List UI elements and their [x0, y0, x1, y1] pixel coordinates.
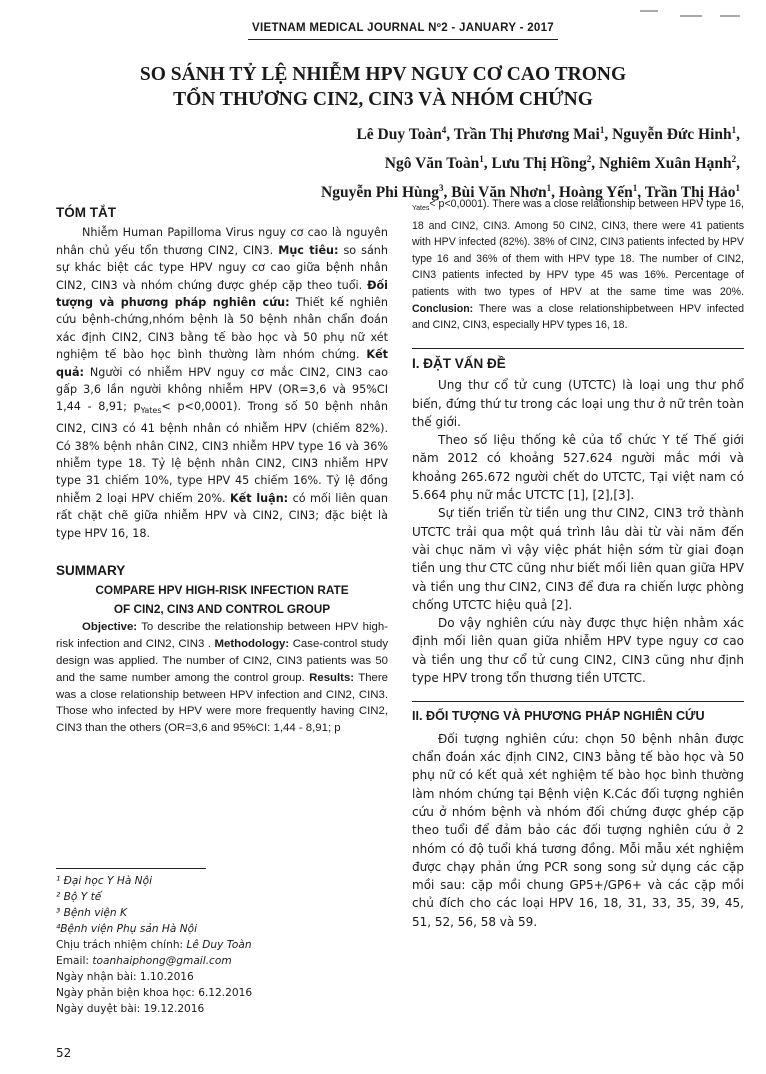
- footnote-reviewed-date: Ngày phản biện khoa học: 6.12.2016: [56, 987, 253, 999]
- summary-results-a: There was a close relationship between HPV infection and CIN2, CIN3. Those who infected by HPV were more frequently having CIN2, CIN3 than the others (OR=3,6 and 95%CI: 1,44 - 8,91; p: [56, 671, 388, 735]
- abstract-vi-objective: so sánh sự khác biệt các type HPV nguy cơ cao giữa bệnh nhân CIN2, CIN3 và nhóm chứng được ghép cặp theo tuổi.: [56, 243, 388, 292]
- author-affiliation: 1: [632, 183, 638, 194]
- header-rule: [248, 39, 558, 40]
- author-name: Nghiêm Xuân Hạnh: [598, 155, 732, 173]
- author-line-3: Nguyễn Phi Hùng$^3$, Bùi Văn Nhơn$^1$, Hoàng Yến$^1$, Trần Thị Hảo$^1$: [321, 183, 740, 202]
- author-affiliation: 2: [731, 154, 737, 165]
- author-name: Trần Thị Hảo: [644, 184, 736, 202]
- footnote-email: Email: toanhaiphong@gmail.com: [56, 955, 232, 967]
- abstract-vi-intro: Nhiễm Human Papilloma Virus nguy cơ cao là nguyên nhân chủ yếu tổn thương CIN2, CIN3.: [56, 226, 388, 257]
- author-affiliation: 4: [441, 125, 447, 135]
- author-affiliation: 3: [439, 183, 444, 194]
- abstract-vi-body: [56, 224, 388, 542]
- abstract-vi-results-b: < p<0,0001). Trong số 50 bệnh nhân CIN2, CIN3 có 41 bệnh nhân có nhiễm HPV (chiếm 82%). Có 38% bệnh nhân CIN2, CIN3 nhiễm HPV type 16 và 36% nhiễm type 18. Tỷ lệ bệnh nhân CIN2, CIN3 nhiễm HPV type 31 chiếm 10%, type HPV 45 chiếm 16%. Tỷ lệ đồng nhiễm 2 loại HPV chiếm 20%.: [56, 400, 388, 505]
- summary-methods-label: Methodology:: [214, 638, 290, 651]
- section-1-paragraph: Do vậy nghiên cứu này được thực hiện nhằm xác định mối liên quan giữa nhiễm HPV type nguy cơ cao và tiền ung thư cổ tử cung CIN2, CIN3 cũng như định type HPV trong tổn thương tiền UTCTC.: [412, 616, 744, 686]
- left-column: [56, 204, 388, 737]
- author-name: Ngô Văn Toàn: [384, 155, 480, 173]
- summary-methods: Case-control study design was applied. The number of CIN2, CIN3 patients was 50 and the same number among the control group.: [56, 638, 389, 684]
- author-line-1: Lê Duy Toàn$^4$, Trần Thị Phương Mai$^1$, Nguyễn Đức Hinh$^1$,: [356, 125, 740, 144]
- footnote-affiliation-2: ² Bộ Y tế: [56, 891, 102, 903]
- footnote-responsible: Chịu trách nhiệm chính: Lê Duy Toàn: [56, 939, 252, 951]
- abstract-vi-results-a: Người có nhiễm HPV nguy cơ mắc CIN2, CIN3 cao gấp 3,6 lần người không nhiễm HPV (OR=3,6 và 95%CI 1,44 - 8,91; p: [56, 365, 388, 414]
- author-name: Trần Thị Phương Mai: [453, 126, 600, 144]
- author-name: Lê Duy Toàn: [356, 126, 442, 144]
- journal-header: VIETNAM MEDICAL JOURNAL Nº2 - JANUARY - 2017: [252, 22, 554, 34]
- abstract-vi-methods-label: Đối tượng và phương pháp nghiên cứu:: [56, 278, 388, 310]
- section-2-body: [412, 730, 744, 931]
- title-line-2: TỔN THƯƠNG CIN2, CIN3 VÀ NHÓM CHỨNG: [173, 89, 593, 110]
- corner-scan-marks: [640, 8, 760, 20]
- abstract-vi-results-label: Kết quả:: [56, 348, 389, 379]
- section-2-rule: [412, 701, 744, 702]
- author-name: Bùi Văn Nhơn: [451, 184, 547, 202]
- summary-title-line-1: COMPARE HPV HIGH-RISK INFECTION RATE: [95, 583, 349, 598]
- abstract-vi-methods: Thiết kế nghiên cứu bệnh-chứng,nhóm bệnh là 50 bệnh nhân chẩn đoán xác định CIN2, CIN3 bằng tế bào học và 50 phụ nữ xét nghiệm tế bào học bình thường làm nhóm chứng.: [56, 296, 389, 362]
- section-2-paragraph: Đối tượng nghiên cứu: chọn 50 bệnh nhân được chẩn đoán xác định CIN2, CIN3 bằng tế bào học và 50 phụ nữ có kết quả xét nghiệm tế bào học bình thường làm nhóm chứng tại Bệnh viện K.Các đối tượng nghiên cứu ở nhóm bệnh và nhóm đối chứng được ghép cặp theo tuổi để đảm bảo các đối tượng nghiên cứu ở 2 nhóm có độ tuổi khá tương đồng. Mỗi mẫu xét nghiệm được chạy phản ứng PCR song song sử dụng các cặp mồi sau: cặp mồi chung GP5+/GP6+ và các cặp mồi chủ đích cho các loại HPV 16, 18, 31, 33, 35, 39, 45, 51, 52, 56, 58 và 59.: [412, 731, 744, 929]
- summary-title-line-2: OF CIN2, CIN3 AND CONTROL GROUP: [113, 602, 331, 617]
- author-affiliation: 1: [546, 183, 552, 194]
- footnote-rule: [56, 868, 206, 869]
- abstract-vi-conclusion: có mối liên quan rất chặt chẽ giữa nhiễm HPV và CIN2, CIN3; đặc biệt là type HPV 16, 18.: [56, 491, 388, 540]
- author-affiliation: 2: [586, 154, 592, 165]
- summary-heading: SUMMARY: [56, 562, 126, 578]
- section-1-paragraph: Ung thư cổ tử cung (UTCTC) là loại ung thư phổ biến, đứng thứ tư trong các loại ung thư ở nữ trên toàn thế giới.: [412, 378, 744, 429]
- abstract-vi-objective-label: Mục tiêu:: [278, 243, 339, 257]
- summary-conclusion-label: Conclusion:: [412, 302, 474, 315]
- footnotes: [56, 868, 388, 1017]
- abstract-vi-conclusion-label: Kết luận:: [229, 491, 289, 505]
- summary-title: [56, 581, 388, 619]
- author-name: Hoàng Yến: [558, 184, 633, 202]
- footnote-received-date: Ngày nhận bài: 1.10.2016: [56, 971, 194, 983]
- section-1-rule: [412, 348, 744, 349]
- summary-conclusion: There was a close relationshipbetween HPV infected and CIN2, CIN3, especially HPV types 16, 18.: [412, 302, 744, 332]
- footnote-affiliation-1: ¹ Đại học Y Hà Nội: [56, 875, 153, 887]
- author-name: Nguyễn Đức Hinh: [612, 126, 732, 144]
- summary-body: [56, 619, 388, 737]
- summary-objective-label: Objective:: [82, 621, 138, 634]
- summary-body-continued: [412, 196, 744, 334]
- author-list: [180, 118, 740, 205]
- author-affiliation: 1: [599, 125, 605, 135]
- section-2-heading: II. ĐỐI TƯỢNG VÀ PHƯƠNG PHÁP NGHIÊN CỨU: [412, 709, 705, 724]
- abstract-vi-results-sub: Yates: [140, 406, 162, 416]
- footnote-affiliation-4: ⁴Bệnh viện Phụ sản Hà Nội: [56, 923, 198, 935]
- summary-objective: To describe the relationship between HPV high-risk infection and CIN2, CIN3 .: [56, 621, 388, 651]
- page-number: 52: [56, 1046, 72, 1060]
- author-affiliation: 1: [479, 154, 484, 165]
- right-column: [412, 196, 744, 931]
- footnote-affiliation-3: ³ Bệnh viện K: [56, 907, 127, 919]
- footnote-accepted-date: Ngày duyệt bài: 19.12.2016: [56, 1003, 205, 1015]
- author-affiliation: 1: [731, 125, 737, 135]
- author-name: Lưu Thị Hồng: [491, 155, 587, 173]
- summary-results-b: < p<0,0001). There was a close relationship between HPV type 16, 18 and CIN2, CIN3. Among 50 CIN2, CIN3, there were 41 patients with HPV infected (82%). 38% of CIN2, CIN3 patients infected by HPV type 16 and 36% of them with HPV type 18. The number of CIN2, CIN3 patients infected by HPV type 45 was 16%. Percentage of patients with two types of HPV at the same time was 20%.: [412, 198, 744, 299]
- author-line-2: Ngô Văn Toàn$^1$, Lưu Thị Hồng$^2$, Nghiêm Xuân Hạnh$^2$,: [384, 154, 740, 173]
- section-1-paragraph: Theo số liệu thống kê của tổ chức Y tế Thế giới năm 2012 có khoảng 527.624 người mắc mới và khoảng 265.672 người chết do UTCTC, Tại việt nam có 5.664 phụ nữ mắc UTCTC [1], [2],[3].: [412, 433, 744, 503]
- article-title: [100, 62, 666, 112]
- summary-results-label: Results:: [309, 671, 355, 684]
- author-name: Nguyễn Phi Hùng: [321, 184, 440, 202]
- summary-results-sub: Yates: [412, 205, 430, 213]
- section-1-body: [412, 376, 744, 687]
- section-1-heading: I. ĐẶT VẤN ĐỀ: [412, 355, 506, 371]
- abstract-vi-heading: TÓM TẮT: [56, 205, 116, 220]
- author-affiliation: 1: [735, 183, 740, 194]
- section-1-paragraph: Sự tiến triển từ tiền ung thư CIN2, CIN3 trở thành UTCTC trải qua một quá trình lâu dài từ vài năm đến vài chục năm vì vậy việc phát hiện sớm từ giai đoạn tiền ung thư CTC cũng như biết mối liên quan giữa HPV và tiền ung thư CIN2, CIN3 để đưa ra chiến lược phòng chống UTCTC hiệu quả [2].: [412, 506, 744, 612]
- title-line-1: SO SÁNH TỶ LỆ NHIỄM HPV NGUY CƠ CAO TRONG: [139, 64, 627, 85]
